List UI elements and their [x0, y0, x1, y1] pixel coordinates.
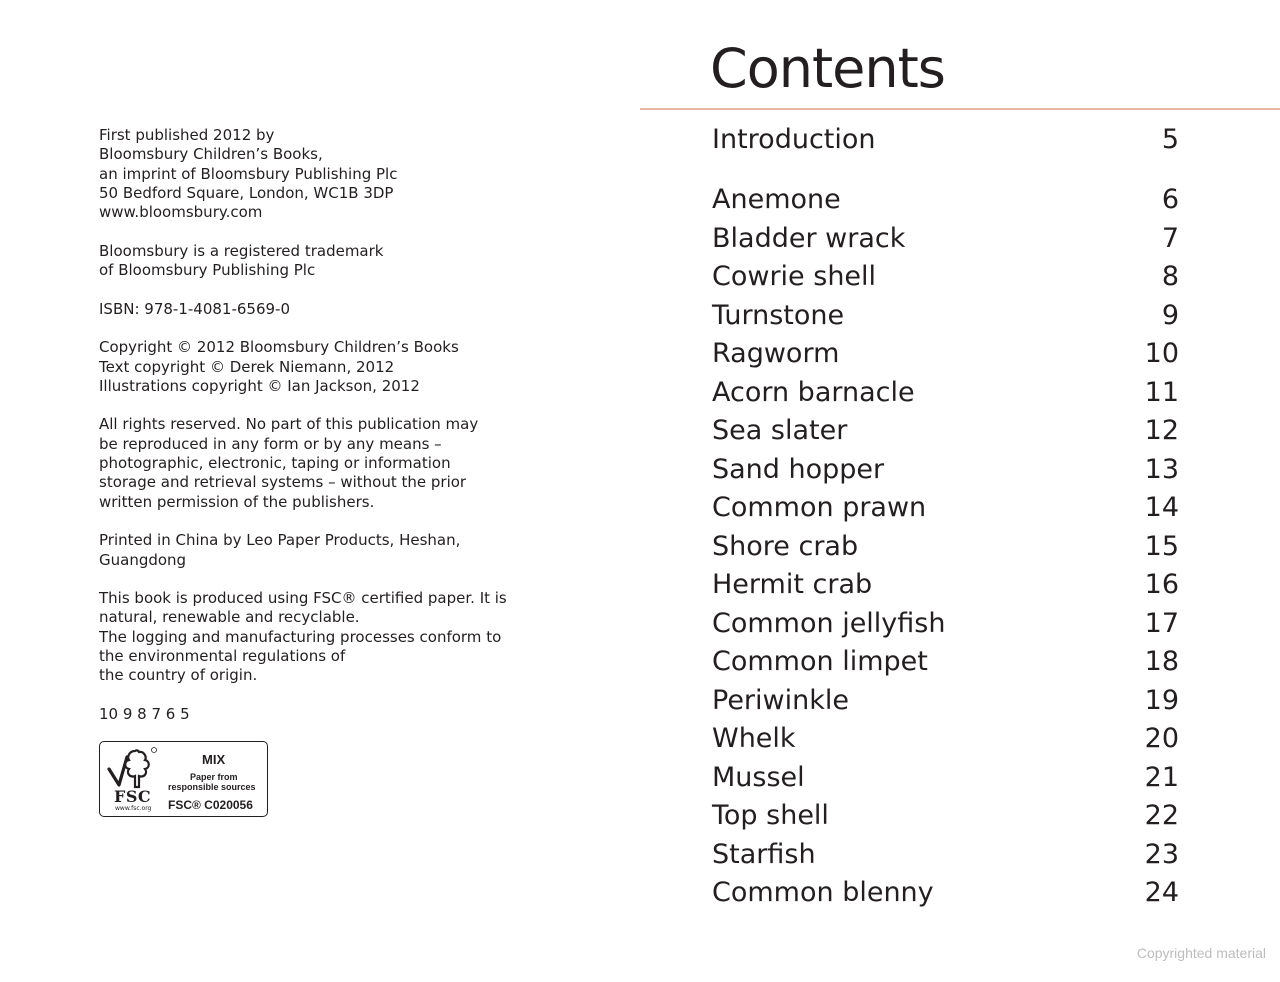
trademark-block: [99, 242, 539, 281]
imprint-line: 50 Bedford Square, London, WC1B 3DP: [99, 183, 394, 202]
toc-entry-label: Starfish: [712, 838, 816, 870]
toc-entry-label: Turnstone: [712, 299, 845, 331]
toc-entry-label: Common limpet: [712, 646, 928, 678]
imprint-line: First published 2012 by: [99, 126, 275, 144]
toc-entry-label: Mussel: [712, 761, 805, 793]
toc-entry: [712, 681, 1179, 720]
toc-entry-label: Introduction: [712, 123, 876, 155]
toc-entry-label: Periwinkle: [712, 684, 849, 716]
toc-entry-label: Shore crab: [712, 530, 859, 562]
toc-entry-page: 24: [1144, 877, 1179, 909]
toc-entry-label: Common blenny: [712, 877, 934, 909]
toc-entry: [712, 296, 1179, 335]
imprint-line: Copyright © 2012 Bloomsbury Children’s Books: [99, 338, 459, 357]
toc-entry-label: Bladder wrack: [712, 222, 906, 254]
toc-entry: [712, 720, 1179, 759]
toc-entry-page: 16: [1144, 569, 1179, 601]
imprint-line: Text copyright © Derek Niemann, 2012: [99, 357, 395, 376]
rights-block: [99, 415, 539, 511]
toc-entry-label: Hermit crab: [712, 569, 873, 601]
imprint-line: an imprint of Bloomsbury Publishing Plc: [99, 164, 398, 183]
toc-entry: [712, 527, 1179, 566]
toc-entry-page: 13: [1144, 453, 1179, 485]
imprint-line: be reproduced in any form or by any means –: [99, 434, 442, 453]
isbn-line: ISBN: 978-1-4081-6569-0: [99, 299, 290, 318]
fsc-mark: FSC: [114, 787, 152, 806]
toc-entry: [712, 120, 1179, 159]
toc-entry-label: Sea slater: [712, 415, 848, 447]
publisher-block: [99, 126, 539, 222]
fsc-paper-line: Paper from: [190, 772, 238, 782]
toc-entry-page: 18: [1144, 646, 1179, 678]
toc-entry-page: 12: [1144, 415, 1179, 447]
toc-entry: [712, 181, 1179, 220]
toc-entry-page: 5: [1161, 123, 1179, 155]
page-title: Contents: [710, 37, 945, 100]
printed-block: [99, 531, 539, 570]
isbn: [99, 300, 539, 319]
imprint-line: natural, renewable and recyclable.: [99, 608, 360, 627]
toc-entry-label: Sand hopper: [712, 453, 885, 485]
imprint-line: This book is produced using FSC® certified paper. It is: [99, 589, 507, 608]
toc-entry: [712, 874, 1179, 913]
toc-entry: [712, 450, 1179, 489]
toc-entry-page: 14: [1144, 492, 1179, 524]
imprint-line: written permission of the publishers.: [99, 492, 375, 511]
imprint-page: [99, 126, 539, 744]
toc-entry-page: 22: [1144, 800, 1179, 832]
toc-entry: [712, 758, 1179, 797]
fsc-paper-line: responsible sources: [168, 782, 256, 792]
toc-entry-label: Cowrie shell: [712, 261, 877, 293]
imprint-line: The logging and manufacturing processes conform to: [99, 627, 502, 646]
imprint-line: Guangdong: [99, 550, 187, 569]
toc-entry-label: Top shell: [712, 800, 829, 832]
toc-entry-page: 9: [1161, 299, 1179, 331]
toc-entry: [712, 604, 1179, 643]
toc-entry: [712, 335, 1179, 374]
imprint-line: Illustrations copyright © Ian Jackson, 2012: [99, 376, 420, 395]
imprint-line: Bloomsbury Children’s Books,: [99, 145, 323, 164]
fsc-license-code: FSC® C020056: [168, 798, 253, 812]
toc-entry: [712, 643, 1179, 682]
fsc-url: www.fsc.org: [115, 805, 152, 812]
copyright-block: [99, 338, 539, 396]
imprint-line: www.bloomsbury.com: [99, 203, 263, 222]
fsc-statement: [99, 589, 539, 685]
imprint-line: photographic, electronic, taping or information: [99, 454, 451, 473]
table-of-contents: [712, 120, 1179, 912]
toc-entry-page: 23: [1144, 838, 1179, 870]
imprint-line: Printed in China by Leo Paper Products, Heshan,: [99, 531, 461, 550]
toc-entry: [712, 566, 1179, 605]
toc-entry: [712, 219, 1179, 258]
fsc-logo: [99, 741, 268, 817]
toc-entry-page: 6: [1161, 184, 1179, 216]
toc-entry: [712, 373, 1179, 412]
toc-entry: [712, 835, 1179, 874]
toc-entry: [712, 258, 1179, 297]
print-number-line: 10 9 8 7 6 5: [99, 704, 190, 723]
toc-entry: [712, 489, 1179, 528]
fsc-mix-label: MIX: [202, 752, 226, 767]
toc-entry: [712, 412, 1179, 451]
toc-entry-page: 19: [1144, 684, 1179, 716]
toc-entry: [712, 797, 1179, 836]
toc-entry-page: 20: [1144, 723, 1179, 755]
imprint-line: the country of origin.: [99, 666, 258, 685]
toc-entry-page: 17: [1144, 607, 1179, 639]
imprint-line: the environmental regulations of: [99, 647, 346, 666]
title-divider: [640, 108, 1280, 110]
toc-entry-page: 8: [1161, 261, 1179, 293]
toc-entry-label: Ragworm: [712, 338, 840, 370]
toc-entry-label: Common prawn: [712, 492, 927, 524]
print-line: [99, 705, 539, 724]
toc-entry-page: 11: [1144, 376, 1179, 408]
toc-entry-page: 10: [1144, 338, 1179, 370]
toc-entry-page: 7: [1161, 222, 1179, 254]
imprint-line: storage and retrieval systems – without the prior: [99, 473, 467, 492]
imprint-line: All rights reserved. No part of this publication may: [99, 415, 479, 434]
imprint-line: of Bloomsbury Publishing Plc: [99, 261, 316, 280]
toc-entry-label: Whelk: [712, 723, 796, 755]
copyright-watermark: Copyrighted material: [1136, 945, 1266, 961]
imprint-line: Bloomsbury is a registered trademark: [99, 241, 384, 260]
toc-entry-label: Common jellyfish: [712, 607, 946, 639]
toc-entry-page: 21: [1144, 761, 1179, 793]
toc-entry-page: 15: [1144, 530, 1179, 562]
toc-entry-label: Anemone: [712, 184, 841, 216]
toc-entry-label: Acorn barnacle: [712, 376, 915, 408]
